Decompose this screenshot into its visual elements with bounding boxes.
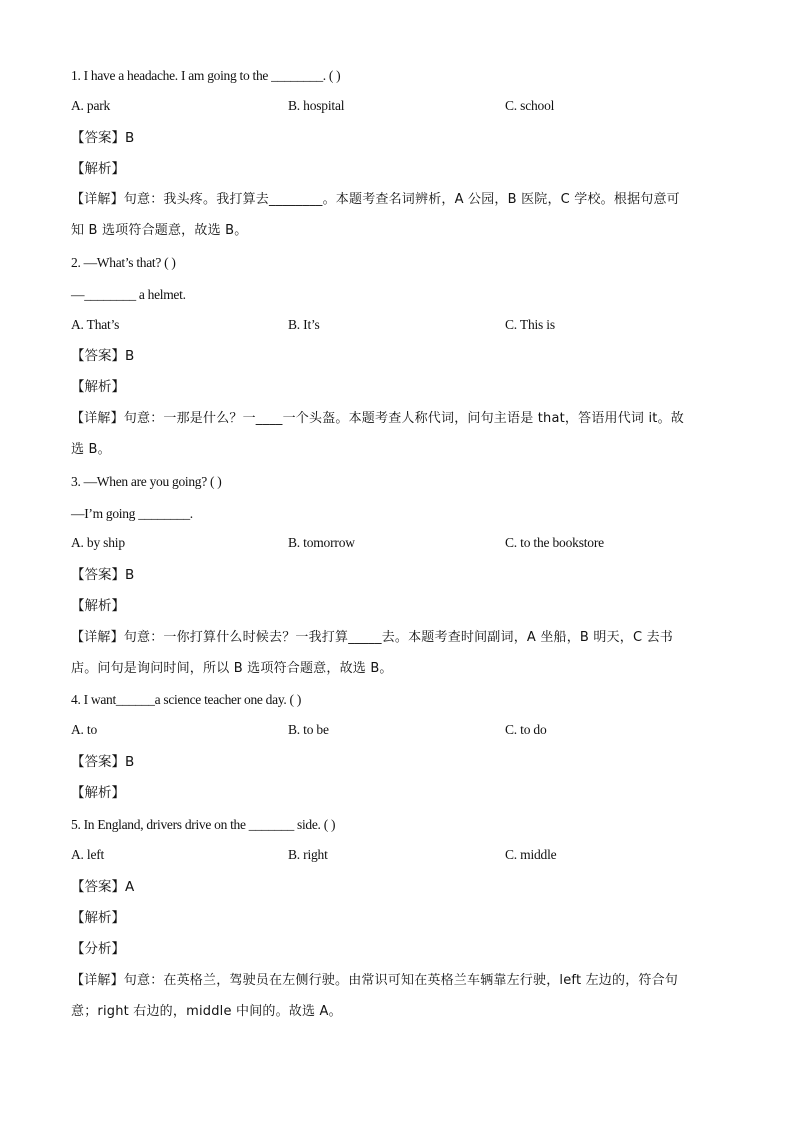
q1-analysis-label: 【解析】 xyxy=(71,161,125,177)
q2-detail-line-1: 【详解】句意：一那是什么？一____一个头盔。本题考查人称代词，问句主语是 that，答语用代词 it。故 xyxy=(71,411,684,426)
q3-option-c: C. to the bookstore xyxy=(505,535,604,550)
q3-analysis-label: 【解析】 xyxy=(71,598,125,614)
q2-answer: 【答案】B xyxy=(71,348,135,364)
q1-option-c: C. school xyxy=(505,98,555,113)
q3-stem-reply: —I’m going ________. xyxy=(71,506,193,521)
q5-option-b: B. right xyxy=(288,847,328,862)
q2-option-b: B. It’s xyxy=(288,317,320,332)
q2-option-c: C. This is xyxy=(505,317,555,332)
q1-answer: 【答案】B xyxy=(71,130,135,146)
q1-option-a: A. park xyxy=(71,98,111,113)
q5-detail-line-1: 【详解】句意：在英格兰，驾驶员在左侧行驶。由常识可知在英格兰车辆靠左行驶，left 左边的，符合句 xyxy=(71,973,678,988)
q5-option-c: C. middle xyxy=(505,847,557,862)
q4-option-b: B. to be xyxy=(288,722,329,737)
q5-option-a: A. left xyxy=(71,847,105,862)
q1-option-b: B. hospital xyxy=(288,98,345,113)
q3-detail-line-1: 【详解】句意：一你打算什么时候去？一我打算_____去。本题考查时间副词，A 坐船，B 明天，C 去书 xyxy=(71,630,673,645)
q2-analysis-label: 【解析】 xyxy=(71,379,125,395)
q5-fenxi-label: 【分析】 xyxy=(71,941,125,957)
q3-option-a: A. by ship xyxy=(71,535,125,550)
q1-detail-line-2: 知 B 选项符合题意，故选 B。 xyxy=(71,223,248,238)
q2-detail-line-2: 选 B。 xyxy=(71,442,111,457)
q4-stem: 4. I want______a science teacher one day. ( ) xyxy=(71,692,302,707)
q2-option-a: A. That’s xyxy=(71,317,120,332)
q3-stem: 3. —When are you going? ( ) xyxy=(71,474,222,489)
q5-answer: 【答案】A xyxy=(71,879,135,895)
q3-option-b: B. tomorrow xyxy=(288,535,355,550)
q4-option-c: C. to do xyxy=(505,722,547,737)
q5-detail-line-2: 意；right 右边的，middle 中间的。故选 A。 xyxy=(71,1004,342,1019)
q4-answer: 【答案】B xyxy=(71,754,135,770)
q4-analysis-label: 【解析】 xyxy=(71,785,125,801)
q2-stem: 2. —What’s that? ( ) xyxy=(71,255,176,270)
q3-detail-line-2: 店。问句是询问时间，所以 B 选项符合题意，故选 B。 xyxy=(71,661,393,676)
q5-stem: 5. In England, drivers drive on the _______ side. ( ) xyxy=(71,817,336,832)
q5-analysis-label: 【解析】 xyxy=(71,910,125,926)
q3-answer: 【答案】B xyxy=(71,567,135,583)
q4-option-a: A. to xyxy=(71,722,98,737)
q1-stem: 1. I have a headache. I am going to the ________. ( ) xyxy=(71,68,341,83)
q1-detail-line-1: 【详解】句意：我头疼。我打算去________。本题考查名词辨析，A 公园，B 医院，C 学校。根据句意可 xyxy=(71,192,680,207)
q2-stem-reply: —________ a helmet. xyxy=(71,287,186,302)
